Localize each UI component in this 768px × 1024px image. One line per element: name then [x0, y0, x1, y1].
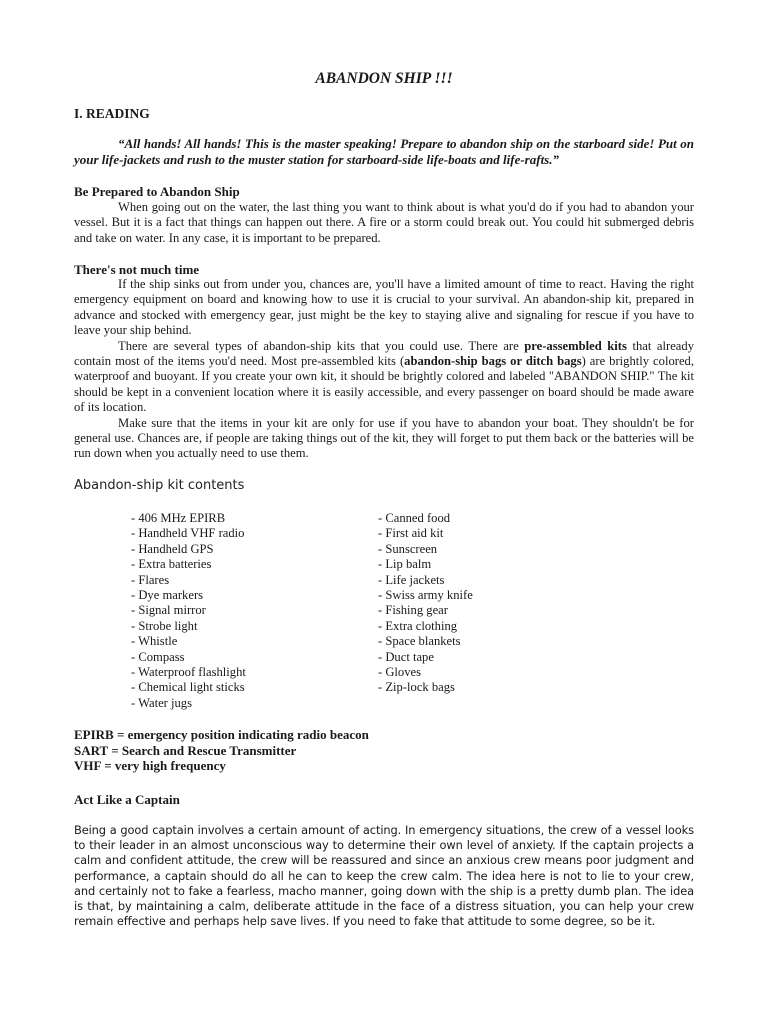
text-run: ) are brightly colored, waterproof and buoyant. If you create your own kit, it should be brightly colored and labeled "ABANDON SHIP." The kit should be kept in a convenient location where it is easily accessible, and every passenger on board should be made aware of its location. — [74, 354, 694, 415]
time-paragraphs — [74, 277, 694, 462]
list-item: - Fishing gear — [378, 603, 448, 618]
time-paragraph-3: Make sure that the items in your kit are only for use if you have to abandon your boat. They shouldn't be for general use. Chances are, if people are taking things out of the kit, they will forget to put them back or the batteries will be run down when you actually need to use them. — [74, 415, 694, 461]
list-item: - Chemical light sticks — [131, 680, 245, 695]
kit-list-left — [131, 511, 246, 711]
section-heading: I. READING — [74, 106, 150, 121]
list-item: - Extra batteries — [131, 557, 212, 572]
abbreviation: VHF = very high frequency — [74, 758, 226, 773]
abbreviation: EPIRB = emergency position indicating radio beacon — [74, 727, 369, 742]
list-item: - Sunscreen — [378, 541, 438, 556]
prepared-heading: Be Prepared to Abandon Ship — [74, 184, 240, 199]
list-item: - First aid kit — [378, 526, 444, 541]
list-item: - Lip balm — [378, 557, 432, 572]
time-heading: There's not much time — [74, 262, 200, 277]
list-item: - Water jugs — [131, 695, 193, 710]
list-item: - Handheld GPS — [131, 541, 214, 556]
list-item: - Handheld VHF radio — [131, 526, 245, 541]
list-item: - Life jackets — [378, 572, 445, 587]
list-item: - Zip-lock bags — [378, 680, 455, 695]
list-item: - Extra clothing — [378, 618, 458, 633]
bold-term: pre-assembled kits — [524, 338, 627, 353]
prepared-text: When going out on the water, the last thing you want to think about is what you'd do if you had to abandon your vessel. But it is a fact that things can happen out there. A fire or a storm could break out. You could hit submerged debris and take on water. In any case, it is important to be prepared. — [74, 200, 694, 245]
captain-paragraph: Being a good captain involves a certain amount of acting. In emergency situations, the crew of a vessel looks to their leader in an almost unconscious way to determine their own level of anxiety. If the captain projects a calm and confident attitude, the crew will be reassured and since an anxious crew means poor judgment and performance, a captain should do all he can to keep the crew calm. The idea here is not to lie to your crew, and certainly not to fake a fearless, macho manner, going down with the ship is a pretty dumb plan. The idea is that, by maintaining a calm, deliberate attitude in the face of a distress situation, you can help your crew remain effective and perhaps help save lives. If you need to fake that attitude to some degree, so be it. — [74, 823, 694, 929]
list-item: - Whistle — [131, 634, 178, 649]
list-item: - Space blankets — [378, 634, 461, 649]
abbreviation: SART = Search and Rescue Transmitter — [74, 742, 297, 758]
bold-term: abandon-ship bags or ditch bags — [404, 354, 582, 369]
kit-list-right — [378, 511, 473, 696]
list-item: - 406 MHz EPIRB — [131, 511, 226, 525]
captain-heading: Act Like a Captain — [74, 792, 180, 807]
list-item: - Compass — [131, 649, 185, 664]
list-item: - Waterproof flashlight — [131, 665, 246, 680]
page-title: ABANDON SHIP !!! — [315, 70, 453, 87]
text-run: that already contain most of the items you'd need. Most pre-assembled kits ( — [74, 338, 694, 369]
list-item: - Dye markers — [131, 588, 204, 603]
list-item: - Signal mirror — [131, 603, 206, 618]
time-paragraph-1: If the ship sinks out from under you, chances are, you'll have a limited amount of time to react. Having the right emergency equipment on board and knowing how to use it is crucial to your survival. An abandon-ship kit, prepared in advance and stocked with emergency gear, just might be the key to staying alive and signaling for rescue if you have to leave your ship behind. — [74, 277, 694, 338]
time-paragraph-2 — [74, 339, 694, 416]
list-item: - Canned food — [378, 511, 451, 525]
list-item: - Swiss army knife — [378, 588, 473, 603]
prepared-paragraph — [74, 200, 694, 246]
abbreviation-list — [74, 727, 369, 774]
list-item: - Duct tape — [378, 649, 434, 664]
text-run: There are several types of abandon-ship kits that you could use. There are — [118, 338, 525, 353]
opening-quote: “All hands! All hands! This is the master speaking! Prepare to abandon ship on the starboard side! Put on your life-jackets and rush to the muster station for starboard-side life-boats and life-rafts.” — [74, 136, 694, 167]
list-item: - Gloves — [378, 665, 422, 680]
list-item: - Strobe light — [131, 618, 198, 633]
list-item: - Flares — [131, 572, 170, 587]
kit-heading: Abandon-ship kit contents — [74, 478, 245, 493]
